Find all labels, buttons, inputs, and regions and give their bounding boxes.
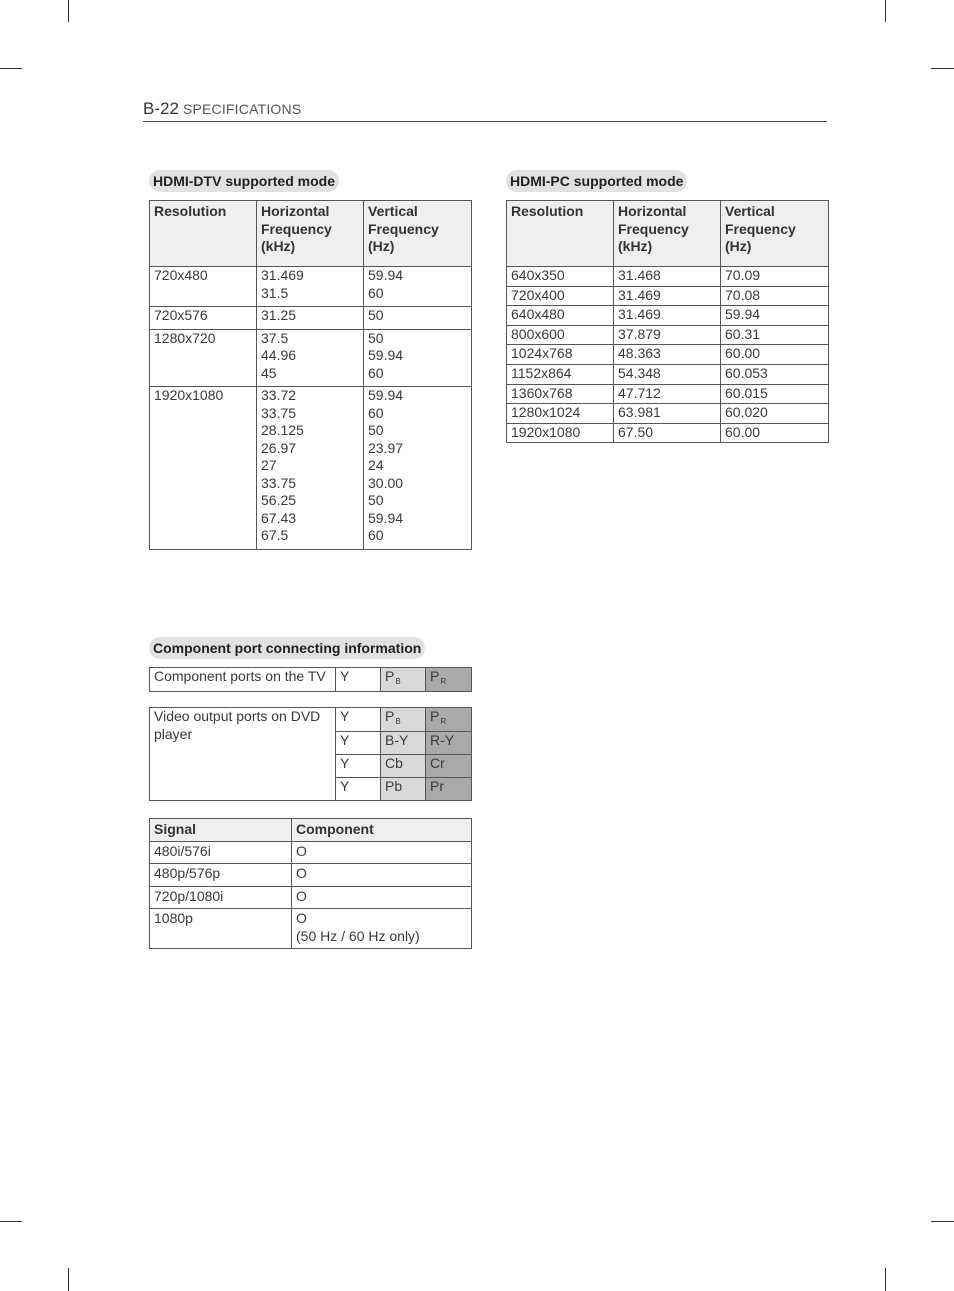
- hdmi-dtv-table: [149, 200, 472, 550]
- vertical-frequency-cell: [364, 329, 472, 387]
- crop-mark: [68, 1268, 69, 1291]
- column-header: Vertical Frequency (Hz): [364, 201, 472, 267]
- cell-line: 67.43: [261, 509, 297, 526]
- table-row: [150, 864, 472, 887]
- horizontal-frequency-cell: 31.468: [614, 267, 721, 287]
- resolution-cell: 640x480: [507, 306, 614, 326]
- vertical-frequency-cell: 60.020: [721, 404, 829, 424]
- port-cell: Y: [336, 668, 381, 692]
- cell-line: 50: [368, 329, 384, 346]
- vertical-frequency-cell: 60.053: [721, 364, 829, 384]
- signal-cell: 1080p: [150, 909, 292, 949]
- resolution-cell: 720x400: [507, 286, 614, 306]
- cell-line: 33.75: [261, 404, 297, 421]
- hdmi-pc-table: [506, 200, 829, 443]
- table-row: [507, 423, 829, 443]
- horizontal-frequency-cell: 48.363: [614, 345, 721, 365]
- page-header: [143, 99, 827, 122]
- port-cell: $P_R$: [426, 708, 472, 732]
- column-header: Signal: [150, 819, 292, 842]
- cell-line: 33.75: [261, 474, 297, 491]
- port-cell: R-Y: [426, 731, 472, 754]
- cell-line: O: [296, 842, 307, 859]
- vertical-frequency-cell: 70.08: [721, 286, 829, 306]
- column-header: Vertical Frequency (Hz): [721, 201, 829, 267]
- horizontal-frequency-cell: [257, 267, 364, 307]
- vertical-frequency-cell: [364, 307, 472, 330]
- resolution-cell: 1360x768: [507, 384, 614, 404]
- cell-line: 50: [368, 307, 384, 323]
- cell-line: 37.5: [261, 329, 289, 346]
- port-subscript: B: [395, 677, 401, 686]
- vertical-frequency-cell: 60.31: [721, 325, 829, 345]
- table-row: [150, 841, 472, 864]
- cell-line: 60: [368, 404, 384, 421]
- vertical-frequency-cell: 59.94: [721, 306, 829, 326]
- table-header-row: [150, 201, 472, 267]
- cell-line: O: [296, 865, 307, 881]
- cell-line: 59.94: [368, 387, 404, 403]
- port-cell: B-Y: [381, 731, 426, 754]
- cell-line: 28.125: [261, 422, 304, 438]
- cell-line: 45: [261, 364, 277, 381]
- table-row: [150, 267, 472, 307]
- port-cell: $P_B$: [381, 708, 426, 732]
- table-header-row: [150, 819, 472, 842]
- tv-ports-label: Component ports on the TV: [150, 668, 336, 692]
- horizontal-frequency-cell: 63.981: [614, 404, 721, 424]
- crop-mark: [931, 68, 954, 69]
- horizontal-frequency-cell: 54.348: [614, 364, 721, 384]
- horizontal-frequency-cell: [257, 329, 364, 387]
- cell-line: 24: [368, 457, 384, 473]
- table-row: [507, 384, 829, 404]
- cell-line: 26.97: [261, 439, 297, 456]
- signal-cell: 720p/1080i: [150, 886, 292, 909]
- cell-line: O: [296, 910, 307, 926]
- signal-component-table: [149, 818, 472, 949]
- crop-mark: [0, 68, 22, 69]
- vertical-frequency-cell: [364, 267, 472, 307]
- port-subscript: R: [440, 677, 447, 686]
- cell-line: 44.96: [261, 347, 297, 363]
- port-cell: Y: [336, 708, 381, 732]
- resolution-cell: 1280x720: [150, 329, 257, 387]
- pc-section-title: HDMI-PC supported mode: [506, 170, 687, 192]
- cell-line: 59.94: [368, 509, 404, 526]
- cell-line: 56.25: [261, 492, 297, 508]
- horizontal-frequency-cell: 31.469: [614, 306, 721, 326]
- horizontal-frequency-cell: 67.50: [614, 423, 721, 443]
- resolution-cell: 720x480: [150, 267, 257, 307]
- section-title: SPECIFICATIONS: [182, 101, 302, 117]
- cell-line: (50 Hz / 60 Hz only): [296, 927, 420, 944]
- signal-cell: 480p/576p: [150, 864, 292, 887]
- port-cell: Cb: [381, 754, 426, 777]
- column-header: Horizontal Frequency (kHz): [257, 201, 364, 267]
- component-cell: [292, 841, 472, 864]
- vertical-frequency-cell: [364, 387, 472, 550]
- vertical-frequency-cell: 70.09: [721, 267, 829, 287]
- port-cell: Cr: [426, 754, 472, 777]
- port-cell: Pr: [426, 777, 472, 800]
- table-row: [150, 668, 472, 692]
- page-number: B-22: [143, 99, 179, 118]
- resolution-cell: 800x600: [507, 325, 614, 345]
- cell-line: 60: [368, 527, 384, 543]
- table-row: [150, 886, 472, 909]
- port-cell: Pb: [381, 777, 426, 800]
- cell-line: 31.469: [261, 267, 304, 283]
- cell-line: 67.5: [261, 527, 289, 543]
- component-cell: [292, 909, 472, 949]
- component-cell: [292, 864, 472, 887]
- table-row: [150, 329, 472, 387]
- horizontal-frequency-cell: 47.712: [614, 384, 721, 404]
- cell-line: 60: [368, 364, 384, 381]
- crop-mark: [885, 0, 886, 22]
- port-cell: Y: [336, 731, 381, 754]
- port-cell: $P_R$: [426, 668, 472, 692]
- horizontal-frequency-cell: 37.879: [614, 325, 721, 345]
- cell-line: O: [296, 887, 307, 904]
- port-subscript: R: [440, 717, 447, 726]
- cell-line: 59.94: [368, 347, 404, 363]
- resolution-cell: 640x350: [507, 267, 614, 287]
- crop-mark: [885, 1268, 886, 1291]
- component-section-title: Component port connecting information: [149, 637, 425, 659]
- column-header: Horizontal Frequency (kHz): [614, 201, 721, 267]
- resolution-cell: 1920x1080: [150, 387, 257, 550]
- cell-line: 31.25: [261, 307, 297, 323]
- crop-mark: [68, 0, 69, 22]
- cell-line: 60: [368, 284, 384, 301]
- cell-line: 50: [368, 492, 384, 508]
- table-header-row: [507, 201, 829, 267]
- table-row: [507, 364, 829, 384]
- column-header: Resolution: [507, 201, 614, 267]
- component-cell: [292, 886, 472, 909]
- port-cell: Y: [336, 754, 381, 777]
- vertical-frequency-cell: 60.00: [721, 345, 829, 365]
- resolution-cell: 1920x1080: [507, 423, 614, 443]
- cell-line: 59.94: [368, 267, 404, 283]
- horizontal-frequency-cell: [257, 307, 364, 330]
- table-row: [150, 708, 472, 732]
- resolution-cell: 1152x864: [507, 364, 614, 384]
- cell-line: 27: [261, 457, 277, 473]
- table-row: [150, 909, 472, 949]
- port-cell: $P_B$: [381, 668, 426, 692]
- table-row: [507, 286, 829, 306]
- table-row: [507, 267, 829, 287]
- dvd-ports-label: Video output ports on DVD player: [150, 708, 336, 801]
- resolution-cell: 1024x768: [507, 345, 614, 365]
- table-row: [507, 306, 829, 326]
- table-row: [507, 404, 829, 424]
- cell-line: 31.5: [261, 284, 289, 301]
- cell-line: 30.00: [368, 474, 404, 491]
- cell-line: 50: [368, 422, 384, 438]
- table-row: [507, 325, 829, 345]
- port-cell: Y: [336, 777, 381, 800]
- column-header: Resolution: [150, 201, 257, 267]
- table-row: [507, 345, 829, 365]
- crop-mark: [931, 1221, 954, 1222]
- column-header: Component: [292, 819, 472, 842]
- port-subscript: B: [395, 717, 401, 726]
- horizontal-frequency-cell: [257, 387, 364, 550]
- component-dvd-table: [149, 707, 472, 801]
- component-tv-table: [149, 667, 472, 692]
- cell-line: 23.97: [368, 439, 404, 456]
- vertical-frequency-cell: 60.015: [721, 384, 829, 404]
- cell-line: 33.72: [261, 387, 297, 403]
- dtv-section-title: HDMI-DTV supported mode: [149, 170, 339, 192]
- table-row: [150, 307, 472, 330]
- signal-cell: 480i/576i: [150, 841, 292, 864]
- vertical-frequency-cell: 60.00: [721, 423, 829, 443]
- resolution-cell: 1280x1024: [507, 404, 614, 424]
- crop-mark: [0, 1221, 22, 1222]
- table-row: [150, 387, 472, 550]
- resolution-cell: 720x576: [150, 307, 257, 330]
- horizontal-frequency-cell: 31.469: [614, 286, 721, 306]
